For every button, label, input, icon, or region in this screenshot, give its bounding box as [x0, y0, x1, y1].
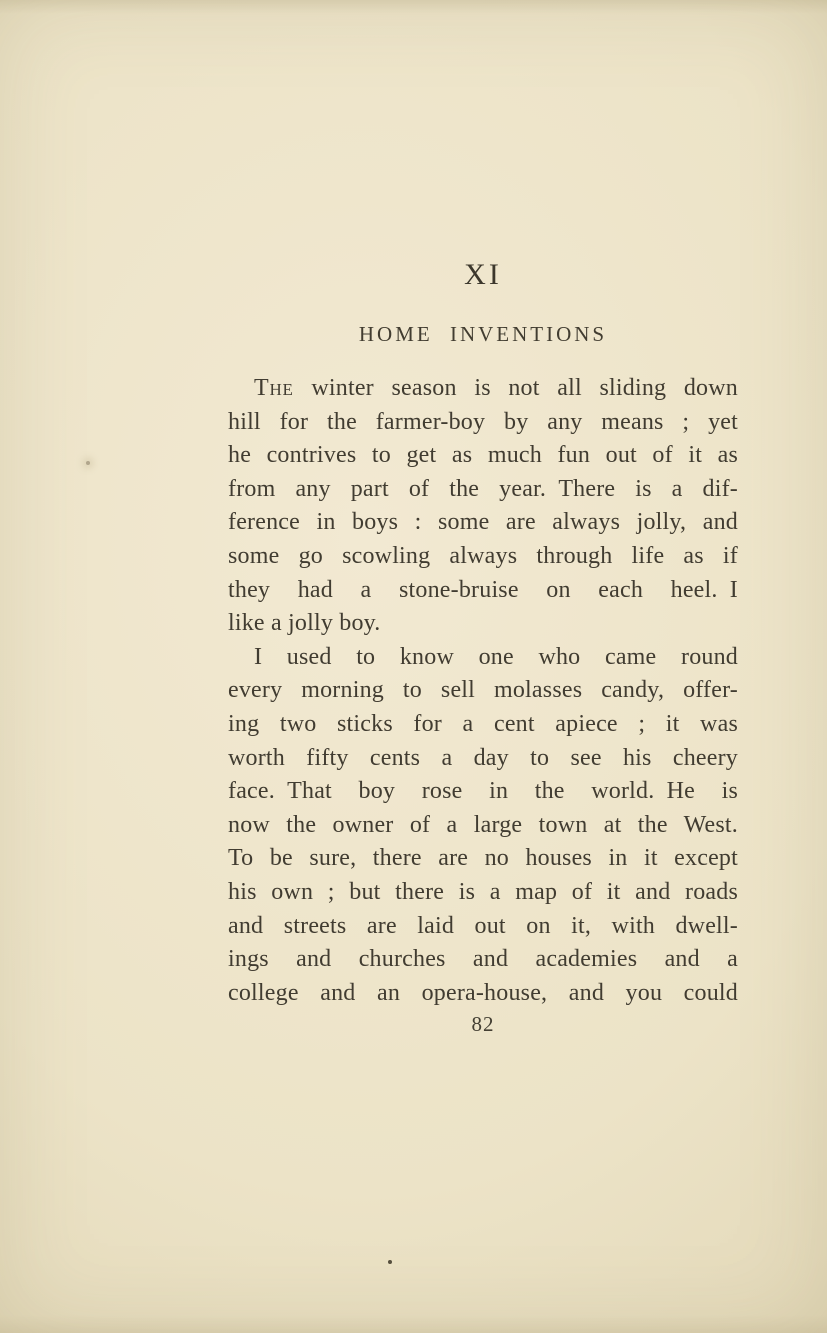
text-block [228, 0, 738, 1333]
text-line: hill for the farmer-boy by any means ; yet [228, 408, 738, 435]
page-number: 82 [471, 1012, 495, 1036]
paper-speck [388, 1260, 392, 1264]
text-line: ings and churches and academies and a [228, 946, 738, 973]
text-line: and streets are laid out on it, with dwell- [228, 912, 738, 939]
text-line: ing two sticks for a cent apiece ; it was [228, 710, 738, 737]
chapter-number: XI [464, 258, 502, 291]
text-line: they had a stone-bruise on each heel. I [228, 576, 738, 603]
text-line: ference in boys : some are always jolly, and [228, 509, 738, 536]
text-line: worth fifty cents a day to see his cheery [228, 744, 738, 771]
chapter-title: HOME INVENTIONS [358, 322, 608, 346]
text-line: face. That boy rose in the world. He is [228, 778, 738, 805]
paragraph [228, 372, 738, 641]
text-line: his own ; but there is a map of it and roads [228, 878, 738, 905]
text-line: every morning to sell molasses candy, offer- [228, 677, 738, 704]
text-line: I used to know one who came round [254, 643, 738, 670]
text-line: now the owner of a large town at the West. [228, 811, 738, 838]
text-line: like a jolly boy. [228, 610, 381, 637]
text-line: The winter season is not all sliding down [254, 375, 738, 401]
paper-speck [86, 461, 90, 465]
text-line: some go scowling always through life as if [228, 542, 738, 569]
paragraph [228, 641, 738, 1011]
text-line: To be sure, there are no houses in it except [228, 845, 738, 872]
text-line: from any part of the year. There is a dif- [228, 475, 738, 502]
text-line: he contrives to get as much fun out of it as [228, 442, 738, 469]
smallcaps-lead-word: The [254, 375, 294, 401]
body-text [228, 372, 738, 1010]
text-line: college and an opera-house, and you could [228, 979, 738, 1006]
